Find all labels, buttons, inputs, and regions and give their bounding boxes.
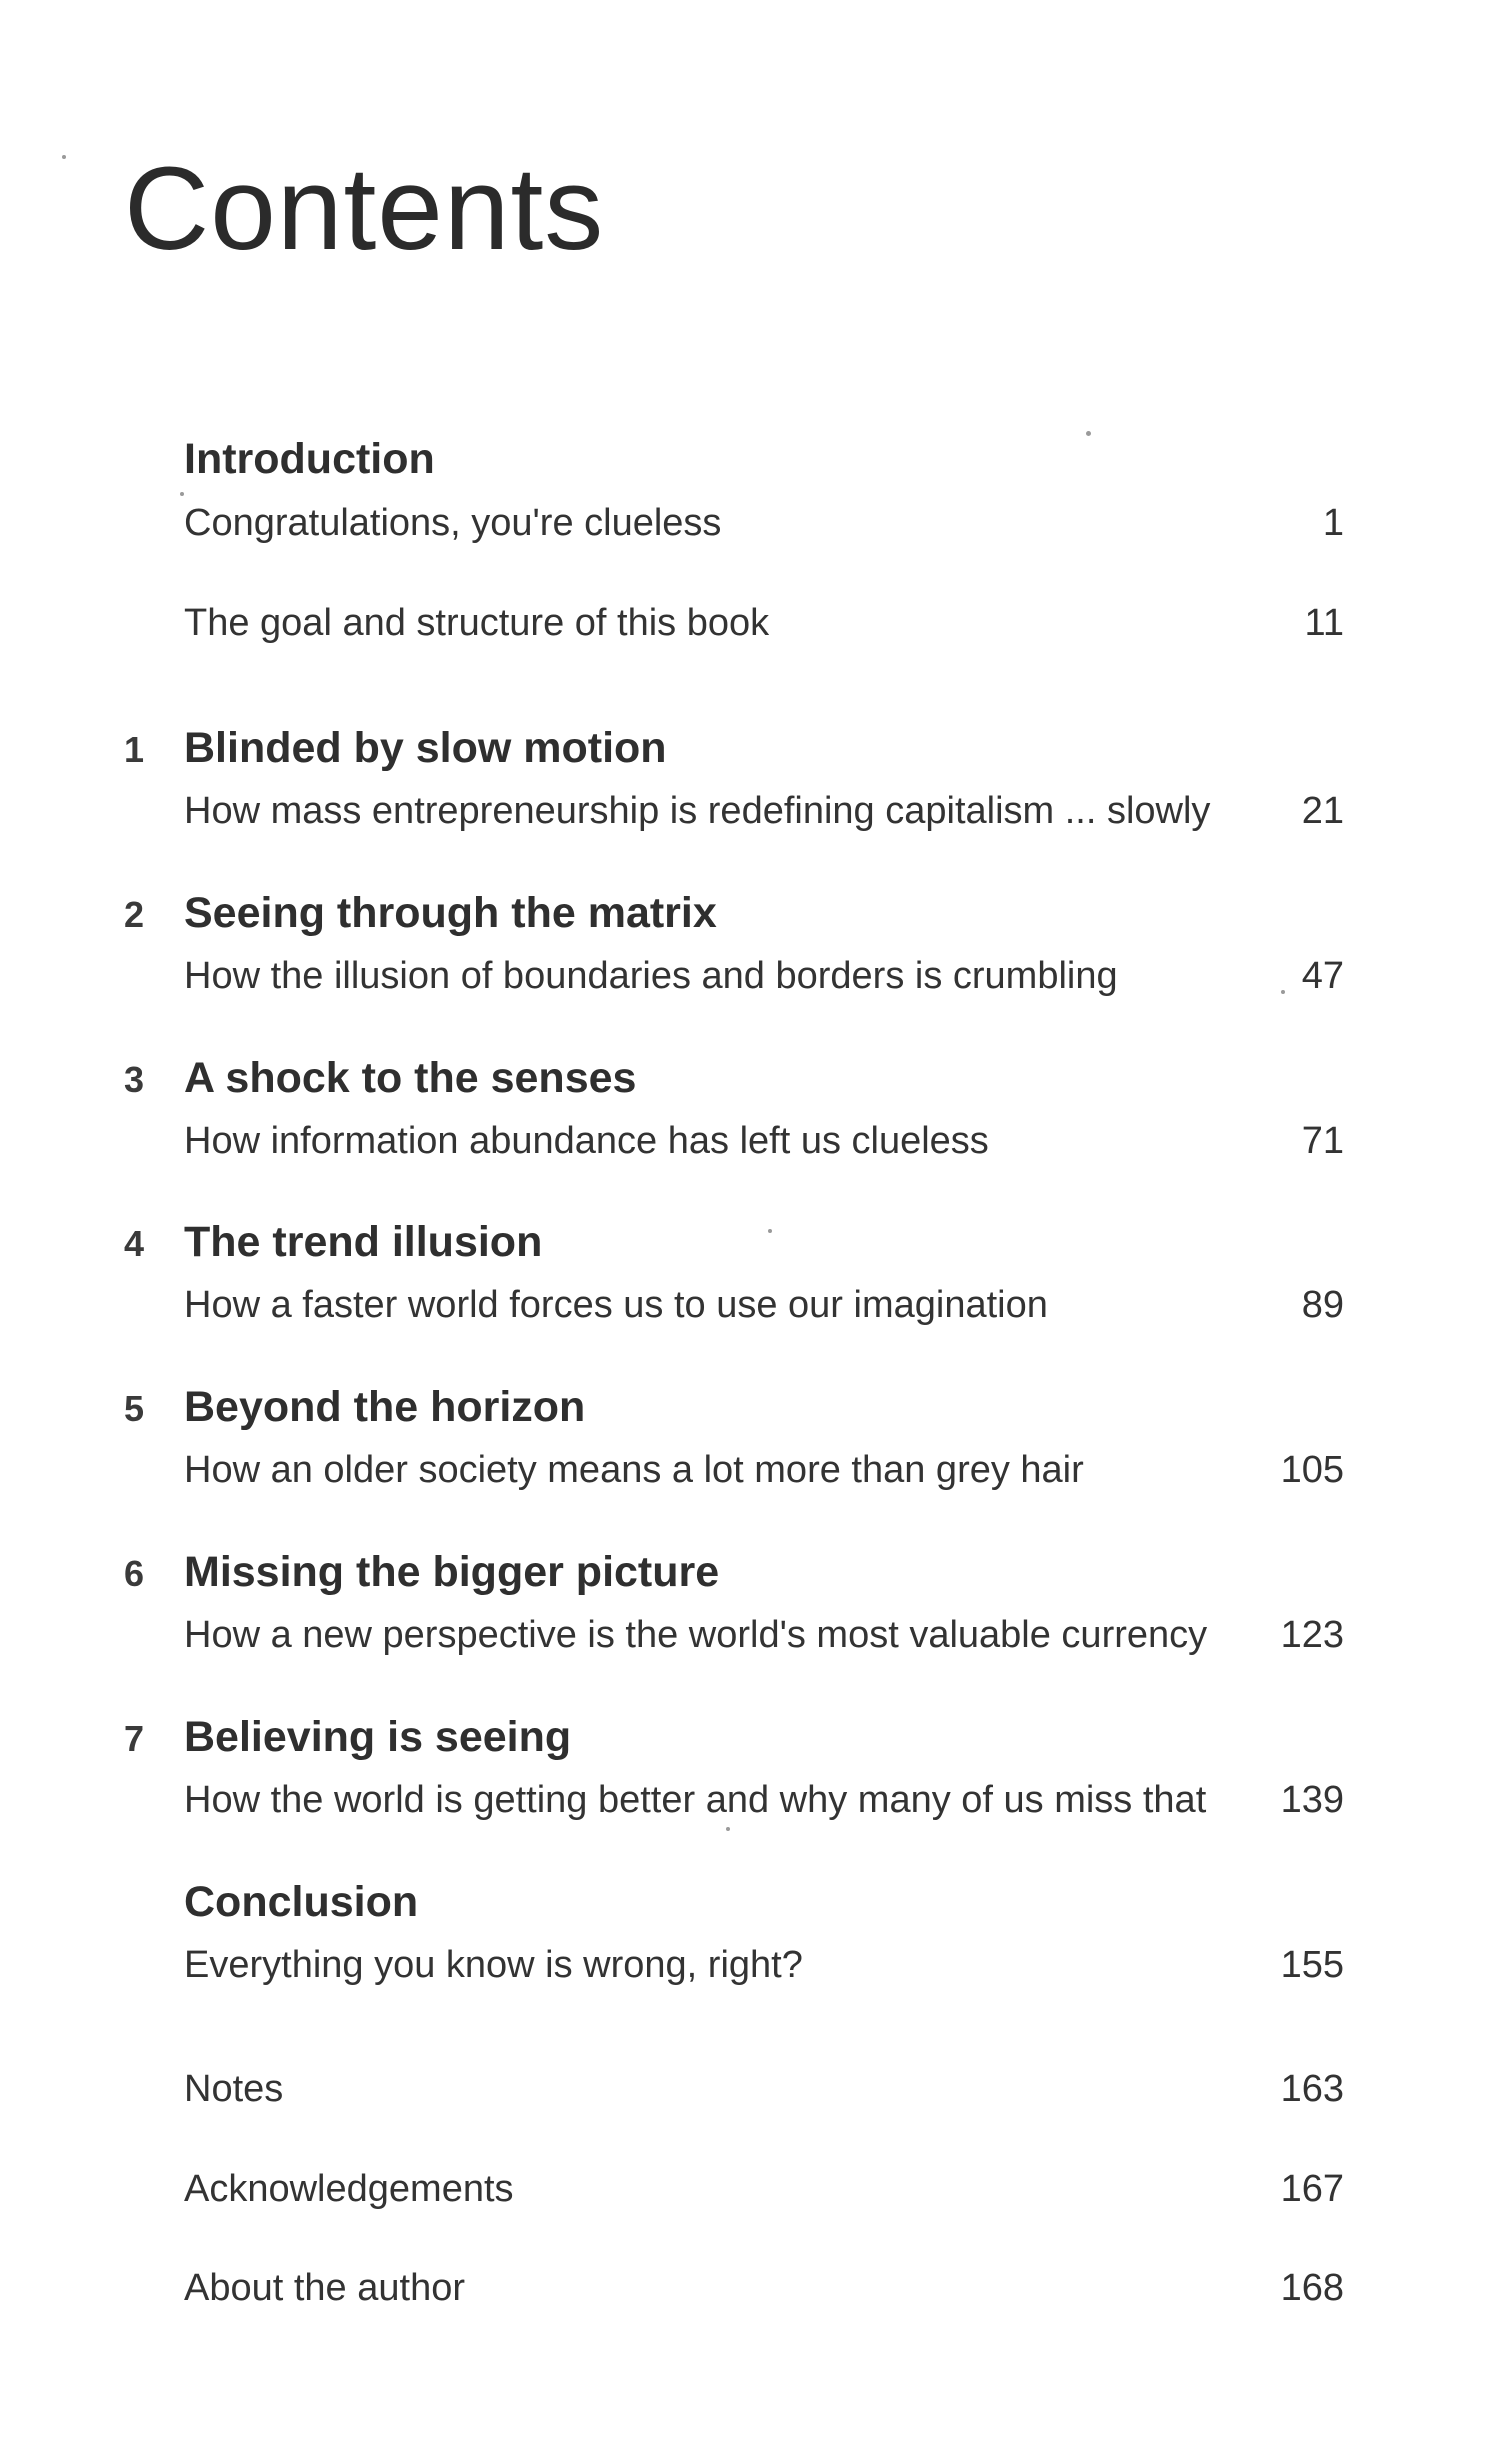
chapter-3-subtitle: How information abundance has left us clueless <box>184 1120 989 1162</box>
introduction-heading: Introduction <box>184 435 435 483</box>
chapter-3-heading: A shock to the senses <box>184 1054 637 1102</box>
scan-speck <box>768 1229 772 1233</box>
scan-speck <box>1086 431 1091 436</box>
conclusion-page: 155 <box>1280 1944 1344 1986</box>
acknowledgements-title: Acknowledgements <box>184 2168 514 2210</box>
notes-title: Notes <box>184 2068 284 2110</box>
chapter-5-subtitle: How an older society means a lot more than grey hair <box>184 1449 1084 1491</box>
chapter-2-subtitle: How the illusion of boundaries and borders is crumbling <box>184 955 1118 997</box>
chapter-3-number: 3 <box>124 1059 145 1100</box>
chapter-7-number: 7 <box>124 1718 145 1759</box>
acknowledgements-page: 167 <box>1280 2168 1344 2210</box>
chapter-7-page: 139 <box>1280 1779 1344 1821</box>
intro-entry-1-title: Congratulations, you're clueless <box>184 502 722 544</box>
conclusion-heading: Conclusion <box>184 1878 419 1926</box>
chapter-7-subtitle: How the world is getting better and why many of us miss that <box>184 1779 1207 1821</box>
chapter-4-page: 89 <box>1301 1284 1344 1326</box>
chapter-5-page: 105 <box>1280 1449 1344 1491</box>
scan-speck <box>1281 990 1285 994</box>
intro-entry-1-page: 1 <box>1322 502 1344 544</box>
intro-entry-2-page: 11 <box>1304 602 1344 644</box>
chapter-6-page: 123 <box>1280 1614 1344 1656</box>
chapter-5-number: 5 <box>124 1388 145 1429</box>
chapter-3-page: 71 <box>1301 1120 1344 1162</box>
notes-page: 163 <box>1280 2068 1344 2110</box>
chapter-5-heading: Beyond the horizon <box>184 1383 586 1431</box>
scan-speck <box>62 155 66 159</box>
conclusion-subtitle: Everything you know is wrong, right? <box>184 1944 803 1986</box>
chapter-6-subtitle: How a new perspective is the world's most valuable currency <box>184 1614 1208 1656</box>
chapter-6-heading: Missing the bigger picture <box>184 1548 720 1596</box>
chapter-1-heading: Blinded by slow motion <box>184 724 667 772</box>
chapter-1-subtitle: How mass entrepreneurship is redefining capitalism ... slowly <box>184 790 1211 832</box>
scan-speck <box>180 492 184 496</box>
chapter-2-heading: Seeing through the matrix <box>184 889 717 937</box>
chapter-7-heading: Believing is seeing <box>184 1713 572 1761</box>
chapter-4-heading: The trend illusion <box>184 1218 543 1266</box>
chapter-4-subtitle: How a faster world forces us to use our imagination <box>184 1284 1048 1326</box>
chapter-4-number: 4 <box>124 1223 145 1264</box>
about-author-page: 168 <box>1280 2267 1344 2309</box>
chapter-2-number: 2 <box>124 894 145 935</box>
chapter-6-number: 6 <box>124 1553 145 1594</box>
chapter-2-page: 47 <box>1301 955 1344 997</box>
page-title: Contents <box>124 143 605 275</box>
scan-speck <box>726 1827 730 1831</box>
chapter-1-page: 21 <box>1301 790 1344 832</box>
intro-entry-2-title: The goal and structure of this book <box>184 602 770 644</box>
chapter-1-number: 1 <box>124 729 145 770</box>
about-author-title: About the author <box>184 2267 465 2309</box>
